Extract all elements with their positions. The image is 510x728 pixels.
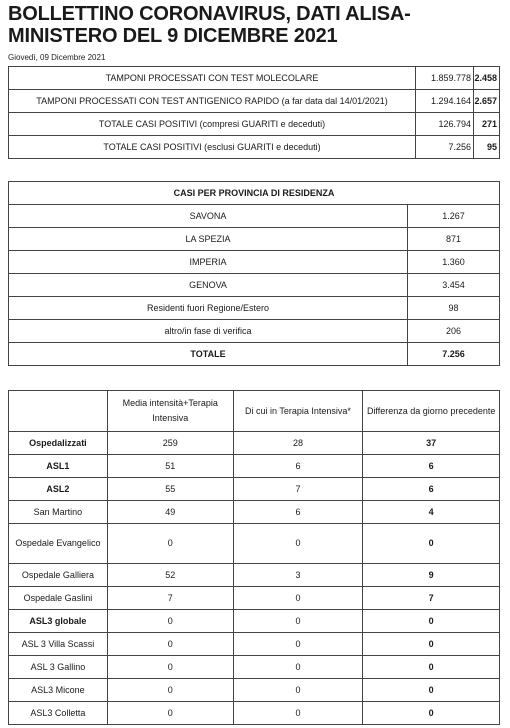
summary-label: TOTALE CASI POSITIVI (compresi GUARITI e deceduti) [9, 113, 416, 136]
summary-table [8, 66, 500, 159]
hospital-row-ti: 3 [233, 564, 363, 587]
hospital-row-media: 0 [107, 656, 233, 679]
hospital-row-media: 51 [107, 455, 233, 478]
page-title: BOLLETTINO CORONAVIRUS, DATI ALISA-MINISTERO DEL 9 DICEMBRE 2021 [8, 3, 411, 47]
hospital-header-media: Media intensità+Terapia Intensiva [107, 391, 233, 432]
hospital-header-ti: Di cui in Terapia Intensiva* [233, 391, 363, 432]
hospital-row-diff: 0 [363, 656, 500, 679]
hospital-row-name: Ospedale Gaslini [9, 587, 108, 610]
hospital-row-media: 0 [107, 633, 233, 656]
hospital-row-name: Ospedale Evangelico [9, 524, 108, 564]
province-row [9, 251, 500, 274]
hospital-row [9, 501, 500, 524]
hospital-row [9, 610, 500, 633]
summary-row [9, 90, 500, 113]
hospital-row-media: 0 [107, 702, 233, 725]
province-value: 1.267 [408, 205, 500, 228]
hospital-row-media: 52 [107, 564, 233, 587]
hospital-row-name: ASL3 Colletta [9, 702, 108, 725]
hospital-row-diff: 0 [363, 524, 500, 564]
province-total-label: TOTALE [9, 343, 408, 366]
hospital-row-ti: 0 [233, 524, 363, 564]
hospital-row-diff: 6 [363, 455, 500, 478]
summary-increment: 95 [474, 136, 500, 159]
province-total-value: 7.256 [408, 343, 500, 366]
hospital-row [9, 656, 500, 679]
hospital-row-ti: 0 [233, 702, 363, 725]
province-heading-row [9, 182, 500, 205]
summary-total: 126.794 [416, 113, 474, 136]
summary-label: TAMPONI PROCESSATI CON TEST ANTIGENICO RAPIDO (a far data dal 14/01/2021) [9, 90, 416, 113]
hospital-row-diff: 37 [363, 432, 500, 455]
hospital-row-media: 0 [107, 610, 233, 633]
hospital-row-ti: 0 [233, 656, 363, 679]
province-name: GENOVA [9, 274, 408, 297]
bulletin-date: Giovedì, 09 Dicembre 2021 [8, 53, 106, 62]
hospital-row-diff: 0 [363, 679, 500, 702]
hospital-row [9, 702, 500, 725]
hospital-row-media: 49 [107, 501, 233, 524]
hospital-row [9, 432, 500, 455]
summary-increment: 2.458 [474, 67, 500, 90]
hospital-table [8, 390, 500, 725]
province-name: SAVONA [9, 205, 408, 228]
province-name: IMPERIA [9, 251, 408, 274]
hospital-row [9, 564, 500, 587]
summary-total: 7.256 [416, 136, 474, 159]
hospital-row-media: 0 [107, 679, 233, 702]
province-value: 3.454 [408, 274, 500, 297]
summary-label: TOTALE CASI POSITIVI (esclusi GUARITI e deceduti) [9, 136, 416, 159]
summary-total: 1.294.164 [416, 90, 474, 113]
hospital-row-diff: 0 [363, 702, 500, 725]
hospital-row [9, 455, 500, 478]
summary-increment: 2.657 [474, 90, 500, 113]
hospital-row-name: ASL2 [9, 478, 108, 501]
province-table [8, 181, 500, 366]
hospital-row-media: 0 [107, 524, 233, 564]
province-row [9, 274, 500, 297]
hospital-row-name: San Martino [9, 501, 108, 524]
hospital-row-diff: 0 [363, 633, 500, 656]
hospital-row-name: ASL3 Micone [9, 679, 108, 702]
summary-row [9, 136, 500, 159]
hospital-header-empty [9, 391, 108, 432]
province-heading: CASI PER PROVINCIA DI RESIDENZA [9, 182, 500, 205]
province-name: altro/in fase di verifica [9, 320, 408, 343]
hospital-row-name: ASL1 [9, 455, 108, 478]
province-name: LA SPEZIA [9, 228, 408, 251]
hospital-row-media: 259 [107, 432, 233, 455]
hospital-row-ti: 0 [233, 679, 363, 702]
hospital-row-ti: 7 [233, 478, 363, 501]
hospital-row-diff: 4 [363, 501, 500, 524]
summary-label: TAMPONI PROCESSATI CON TEST MOLECOLARE [9, 67, 416, 90]
province-name: Residenti fuori Regione/Estero [9, 297, 408, 320]
hospital-row-ti: 0 [233, 633, 363, 656]
province-value: 871 [408, 228, 500, 251]
hospital-row-name: Ospedale Galliera [9, 564, 108, 587]
province-row [9, 297, 500, 320]
hospital-row-media: 55 [107, 478, 233, 501]
hospital-row-ti: 6 [233, 501, 363, 524]
hospital-header-row [9, 391, 500, 432]
province-value: 206 [408, 320, 500, 343]
summary-increment: 271 [474, 113, 500, 136]
province-total-row [9, 343, 500, 366]
hospital-row [9, 633, 500, 656]
summary-row [9, 67, 500, 90]
hospital-row-name: ASL3 globale [9, 610, 108, 633]
hospital-row [9, 679, 500, 702]
summary-row [9, 113, 500, 136]
hospital-row-ti: 28 [233, 432, 363, 455]
province-value: 1.360 [408, 251, 500, 274]
hospital-row [9, 587, 500, 610]
hospital-row-diff: 7 [363, 587, 500, 610]
province-row [9, 205, 500, 228]
hospital-row-name: Ospedalizzati [9, 432, 108, 455]
hospital-row-name: ASL 3 Villa Scassi [9, 633, 108, 656]
province-value: 98 [408, 297, 500, 320]
summary-total: 1.859.778 [416, 67, 474, 90]
hospital-row [9, 524, 500, 564]
province-row [9, 228, 500, 251]
hospital-row-ti: 0 [233, 610, 363, 633]
hospital-row-diff: 0 [363, 610, 500, 633]
province-row [9, 320, 500, 343]
hospital-row-ti: 0 [233, 587, 363, 610]
hospital-row-ti: 6 [233, 455, 363, 478]
hospital-row-name: ASL 3 Gallino [9, 656, 108, 679]
hospital-row [9, 478, 500, 501]
hospital-header-diff: Differenza da giorno precedente [363, 391, 500, 432]
hospital-row-diff: 6 [363, 478, 500, 501]
hospital-row-media: 7 [107, 587, 233, 610]
hospital-row-diff: 9 [363, 564, 500, 587]
